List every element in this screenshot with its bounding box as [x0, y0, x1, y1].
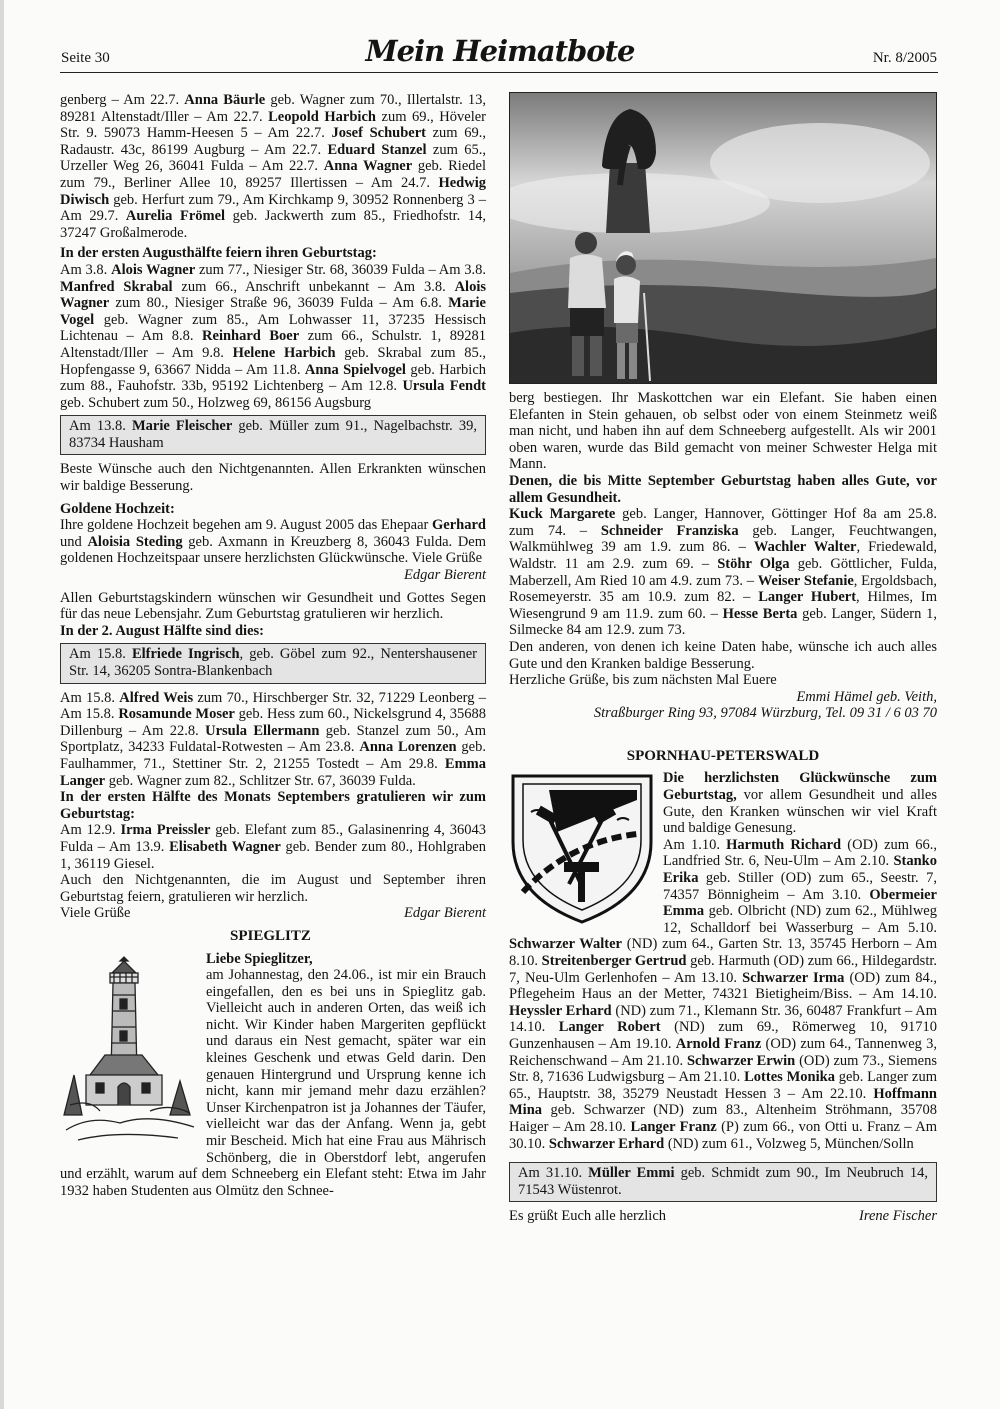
text-segment: zum 66., Schulstr. 1, 89281 Altenstadt/Iller – Am 9.8.: [60, 328, 486, 361]
person-name: Schneider Franziska: [600, 522, 739, 539]
person-name: Marie Fleischer: [131, 418, 233, 435]
text-segment: geb. Harmuth (OD) zum 66., Hildegardstr. 7, Neu-Ulm Gerlenhofen – Am 13.10.: [509, 953, 938, 986]
text-segment: (ND) zum 71., Klemann Str. 36, 60487 Frankfurt – Am 14.10.: [509, 1002, 937, 1036]
highlight-box-mueller: [509, 1162, 937, 1202]
person-name: Anna Bäurle: [184, 92, 266, 108]
text-segment: geb. Olbricht (ND) zum 62., Mühlweg 12, Schalldorf bei Wasserburg – Am 5.10.: [663, 903, 937, 936]
person-name: Reinhard Boer: [202, 328, 300, 345]
text-segment: zum 69., Radaustr. 43c, 86199 Augburg – Am 22.7.: [60, 125, 486, 158]
closing-paragraph: Auch den Nichtgenannten, die im August und September ihren Geburtstag feiern, gratulieren wir herzlich.: [60, 872, 486, 905]
heading-august-first-half: In der ersten Augusthälfte feiern ihren Geburtstag:: [60, 245, 377, 262]
person-name: Heyssler Erhard: [509, 1002, 612, 1019]
highlight-box-fleischer: [60, 415, 486, 455]
text-segment: geb. Riedel zum 79., Berliner Allee 10, 89257 Illertissen – Am 24.7.: [60, 158, 486, 191]
left-column: [60, 92, 486, 1199]
person-name: Anna Lorenzen: [359, 739, 457, 756]
text-segment: geb. Langer, Südern 1, Silmecke 84 am 12.9. zum 73.: [509, 605, 937, 639]
person-name: Stanko Erika: [663, 853, 937, 887]
person-name: Ursula Fendt: [402, 378, 486, 395]
tower-illustration: [60, 955, 200, 1155]
person-name: Müller Emmi: [588, 1165, 675, 1182]
person-name: Schwarzer Erwin: [686, 1052, 796, 1069]
highlight-box-text: [69, 418, 477, 451]
spieglitz-text: am Johannestag, den 24.06., ist mir ein Brauch eingefallen, den es bei uns in Spieglitz gab. Vielleicht auch in anderen Orten, das weiß ich nicht. Wir Kinder haben Margeriten gepflückt und daraus ein Nest gemacht, später war ein kleines Geschenk und etwas Geld darin. Den genauen Hintergrund und Ursprung kenne ich nicht, kann mir jemand mehr dazu erzählen? Unser Kirchenpatron ist ja Johannes der Täufer, vielleicht war das der Anfang. Wenn ja, gebt mir Bescheid. Mich hat eine Frau aus Mährisch Schönberg, die in Oberstdorf lebt, angerufen und erzählt, warum auf dem Schneeberg ein Elefant steht: Etwa im Jahr 1932 haben Studenten aus Olmütz den Schnee-: [60, 967, 486, 1199]
heading-august-second-half: In der 2. August Hälfte sind dies:: [60, 622, 264, 639]
text-segment: geb. Schubert zum 50., Holzweg 69, 86156 Augsburg: [60, 394, 372, 411]
person-name: Elisabeth Wagner: [169, 838, 281, 855]
person-name: Aurelia Frömel: [125, 208, 226, 225]
text-segment: geb. Wagner zum 70., Illertalstr. 13, 89281 Altenstadt/Iller – Am 22.7.: [60, 92, 486, 125]
text-segment: geb. Harbich zum 88., Fauhofstr. 33b, 95192 Lichtenberg – Am 12.8.: [60, 361, 486, 395]
person-name: Rosamunde Moser: [118, 706, 235, 723]
birthday-list-august-2: [60, 690, 486, 790]
person-name: Leopold Harbich: [268, 108, 376, 125]
text-segment: geb. Wagner zum 82., Schlitzer Str. 67, 36039 Fulda.: [105, 772, 416, 789]
birthday-list-august-1: [60, 262, 486, 411]
person-name: Stöhr Olga: [717, 555, 790, 572]
text-segment: geb. Stanzel zum 50., Am Sportplatz, 34233 Fuldatal-Rotwesten – Am 23.8.: [60, 722, 487, 756]
photo-schneeberg-elephant: [509, 92, 937, 384]
person-name: Harmuth Richard: [726, 836, 842, 853]
person-name: Eduard Stanzel: [327, 141, 427, 158]
text-segment: Ihre goldene Hochzeit begehen am 9. August 2005 das Ehepaar: [60, 517, 433, 534]
signature-haemel-address: Straßburger Ring 93, 97084 Würzburg, Tel. 09 31 / 6 03 70: [593, 705, 937, 722]
closing-row: [60, 905, 486, 922]
text-segment: zum 80., Niesiger Straße 96, 36039 Fulda – Am 6.8.: [109, 295, 449, 312]
heading-september: In der ersten Hälfte des Monats Septembers gratulieren wir zum Geburtstag:: [60, 789, 486, 822]
person-name: Marie Vogel: [60, 295, 486, 328]
text-segment: (OD) zum 66., Landfried Str. 6, Neu-Ulm – Am 2.10.: [663, 836, 937, 870]
birthday-list-september: [60, 822, 486, 872]
text-segment: geb. Langer, Hannover, Göttinger Hof 8a am 25.8. zum 74. –: [509, 506, 937, 539]
text-segment: genberg – Am 22.7.: [60, 92, 185, 108]
person-name: Anna Wagner: [323, 158, 413, 175]
person-name: Emma Langer: [60, 755, 486, 789]
text-segment: geb. Schmidt zum 90., Im Neubruch 14, 71543 Wüstenrot.: [518, 1165, 929, 1198]
text-segment: geb. Axmann in Kreuzberg 8, 36043 Fulda. Dem goldenen Hochzeitspaar unsere herzlichsten Glückwünsche. Viele Grüße: [60, 533, 487, 567]
text-segment: zum 70., Hirschberger Str. 32, 71229 Leonberg – Am 15.8.: [60, 689, 486, 723]
spornhau-title: SPORNHAU-PETERSWALD: [626, 747, 820, 764]
text-segment: (ND) zum 69., Römerweg 10, 91710 Gunzenhausen – Am 19.10.: [509, 1019, 937, 1052]
spornhau-lead: Die herzlichsten Glückwünsche zum Geburtstag, vor allem Gesundheit und alles Gute, den Kranken wünschen wir viel Kraft und baldige Genesung.: [663, 770, 937, 837]
text-segment: Am 3.8.: [60, 261, 112, 278]
text-segment: (OD) zum 73., Siemens Str. 8, 71636 Ludwigsburg – Am 21.10.: [509, 1052, 937, 1086]
signature-bierent-2: Edgar Bierent: [403, 905, 486, 922]
others-wishes: Den anderen, von denen ich keine Daten habe, wünsche ich auch alles Gute und den Kranken baldige Besserung.: [509, 638, 937, 672]
highlight-box-text: [518, 1165, 928, 1198]
text-segment: geb. Elefant zum 85., Galasinenring 4, 36043 Fulda – Am 13.9.: [60, 822, 487, 855]
issue-number: Nr. 8/2005: [872, 50, 937, 66]
text-segment: , geb. Göbel zum 92., Nentershausener Str. 14, 36205 Sontra-Blankenbach: [69, 646, 477, 679]
masthead-logo: Mein Heimatbote: [365, 34, 635, 68]
text-segment: , Friedewald, Waldstr. 11 am 2.9. zum 69. –: [509, 539, 937, 572]
spieglitz-title: SPIEGLITZ: [230, 927, 311, 944]
spieglitz-greeting: Liebe Spieglitzer,: [206, 950, 313, 967]
text-segment: geb. Göttlicher, Fulda, Maberzell, Am Ried 10 am 4.9. zum 73. –: [509, 555, 937, 589]
person-name: Hoffmann Mina: [509, 1085, 937, 1119]
signature-fischer: Irene Fischer: [859, 1208, 937, 1225]
closing-fischer: Es grüßt Euch alle herzlich: [509, 1208, 667, 1225]
spieglitz-section: [60, 928, 486, 1200]
text-segment: und: [60, 533, 88, 550]
text-segment: geb. Schwarzer (ND) zum 83., Altenheim Ströhmann, 35708 Haiger – Am 28.10.: [509, 1102, 937, 1135]
person-name: Alois Wagner: [60, 278, 486, 312]
person-name: Josef Schubert: [331, 125, 426, 142]
highlight-box-text: [69, 646, 477, 679]
person-name: Schwarzer Irma: [742, 969, 845, 986]
person-name: Alfred Weis: [119, 689, 194, 706]
text-segment: geb. Hess zum 60., Nickelsgrund 4, 35688 Dillenburg – Am 22.8.: [60, 706, 486, 739]
text-segment: (ND) zum 64., Garten Str. 13, 35745 Herborn – Am 8.10.: [509, 936, 937, 969]
text-segment: (OD) zum 84., Pflegeheim Haus an der Metter, 74321 Bietigheim/Biss. – Am 14.10.: [509, 969, 937, 1003]
person-name: Gerhard: [432, 517, 486, 534]
text-segment: Am 12.9.: [60, 822, 121, 839]
person-name: Elfriede Ingrisch: [131, 646, 240, 663]
person-name: Helene Harbich: [232, 344, 336, 361]
text-segment: Am 31.10.: [518, 1165, 589, 1182]
person-name: Ursula Ellermann: [205, 722, 320, 739]
person-name: Manfred Skrabal: [60, 278, 173, 295]
person-name: Hedwig Diwisch: [60, 174, 486, 208]
heading-mid-september: Denen, die bis Mitte September Geburtstag haben alles Gute, vor allem Gesundheit.: [509, 472, 937, 506]
text-segment: Am 1.10.: [663, 836, 727, 853]
text-segment: geb. Skrabal zum 85., Hopfengasse 9, 63667 Nidda – Am 11.8.: [60, 344, 486, 378]
elephant-story-continued: berg bestiegen. Ihr Maskottchen war ein Elefant. Sie haben einen Elefanten in Stein gehauen, ob selbst oder von einem Steinmetz weiß man nicht, und haben ihn auf dem Schneeberg aufgestellt. Als wir 2001 oben waren, wurde das Bild gemacht von meiner Schwester Helga mit Mann.: [509, 390, 937, 473]
header-rule: [60, 72, 938, 73]
right-column: [509, 92, 937, 1225]
viele-gruesse: Viele Grüße: [60, 905, 131, 922]
text-segment: geb. Stiller (OD) zum 65., Seestr. 7, 74357 Bönnigheim – Am 3.10.: [663, 870, 937, 903]
text-segment: geb. Faulhammer, 71., Stettiner Str. 2, 21255 Tostedt – Am 29.8.: [60, 739, 486, 772]
person-name: Alois Wagner: [111, 261, 196, 278]
wishes-paragraph: Beste Wünsche auch den Nichtgenannten. Allen Erkrankten wünschen wir baldige Besserung.: [60, 461, 486, 495]
text-segment: (ND) zum 61., Volzweg 5, München/Solln: [664, 1135, 914, 1152]
spornhau-section: [509, 770, 937, 1152]
text-segment: zum 66., Anschrift unbekannt – Am 3.8.: [172, 278, 455, 295]
person-name: Hesse Berta: [722, 605, 798, 622]
heading-golden-wedding: Goldene Hochzeit:: [60, 500, 175, 517]
person-name: Anna Spielvogel: [304, 361, 406, 378]
person-name: Arnold Franz: [675, 1035, 762, 1052]
person-name: Schwarzer Walter: [509, 936, 622, 953]
text-segment: , Hilmes, Im Wiesengrund 9 am 11.9. zum 60. –: [509, 589, 938, 622]
birthday-list-september-2: [509, 506, 937, 639]
text-segment: (OD) zum 64., Tannenweg 3, Reichenschwand – Am 21.10.: [509, 1035, 937, 1069]
person-name: Kuck Margarete: [509, 506, 616, 523]
closing-row-fischer: [509, 1208, 937, 1225]
text-segment: zum 69., Höveler Str. 9. 59073 Hamm-Heesen 5 – Am 22.7.: [60, 108, 486, 142]
person-name: Langer Franz: [630, 1118, 717, 1135]
text-segment: (P) zum 66., von Otti u. Franz – Am 30.10.: [509, 1118, 937, 1152]
text-segment: geb. Müller zum 91., Nagelbachstr. 39, 83734 Hausham: [69, 418, 478, 451]
person-name: Irma Preissler: [120, 822, 211, 839]
text-segment: geb. Langer, Feuchtwangen, Walkmühlweg 39 am 1.9. zum 86. –: [509, 522, 937, 556]
greetings-line: Herzliche Grüße, bis zum nächsten Mal Euere: [509, 672, 777, 689]
text-segment: geb. Jackwerth zum 85., Friedhofstr. 14, 37247 Großalmerode.: [60, 208, 486, 241]
text-segment: zum 77., Niesiger Str. 68, 36039 Fulda – Am 3.8.: [195, 261, 487, 278]
page-edge: [0, 0, 4, 1409]
text-segment: geb. Bender zum 80., Hohlgraben 1, 36119 Giesel.: [60, 838, 486, 872]
person-name: Wachler Walter: [753, 539, 857, 556]
person-name: Streitenberger Gertrud: [541, 953, 687, 969]
person-name: Langer Robert: [558, 1019, 661, 1036]
golden-wedding-text: [60, 517, 486, 567]
page-number: Seite 30: [61, 50, 110, 66]
person-name: Aloisia Steding: [87, 533, 183, 550]
person-name: Lottes Monika: [744, 1069, 835, 1086]
text-segment: zum 65., Urzeller Weg 26, 36041 Fulda – Am 22.7.: [60, 141, 486, 175]
text-segment: Am 15.8.: [69, 646, 132, 663]
signature-bierent-1: Edgar Bierent: [403, 567, 486, 584]
person-name: Weiser Stefanie: [757, 572, 854, 589]
blessing-paragraph: Allen Geburtstagskindern wünschen wir Gesundheit und Gottes Segen für das neue Lebensjahr. Zum Geburtstag gratulieren wir herzlich.: [60, 589, 486, 623]
person-name: Langer Hubert: [758, 589, 857, 606]
highlight-box-ingrisch: [60, 643, 486, 683]
signature-haemel: Emmi Hämel geb. Veith,: [796, 688, 937, 705]
person-name: Obermeier Emma: [663, 886, 937, 920]
text-segment: Am 13.8.: [69, 418, 132, 435]
text-segment: geb. Herfurt zum 79., Am Kirchkamp 9, 30952 Ronnenberg 3 – Am 29.7.: [60, 191, 486, 225]
text-segment: Am 15.8.: [60, 689, 120, 706]
text-segment: geb. Langer zum 65., Hauptstr. 38, 35279 Neustadt Hessen 3 – Am 22.10.: [509, 1069, 938, 1102]
person-name: Schwarzer Erhard: [548, 1135, 665, 1152]
coat-of-arms-icon: [509, 772, 655, 924]
birthday-list-july: [60, 92, 486, 241]
text-segment: , Ergoldsbach, Rosemeyerstr. 35 am 10.9. zum 82. –: [509, 572, 937, 606]
text-segment: geb. Wagner zum 85., Am Lohwasser 11, 37235 Hessisch Lichtenau – Am 8.8.: [60, 311, 486, 345]
